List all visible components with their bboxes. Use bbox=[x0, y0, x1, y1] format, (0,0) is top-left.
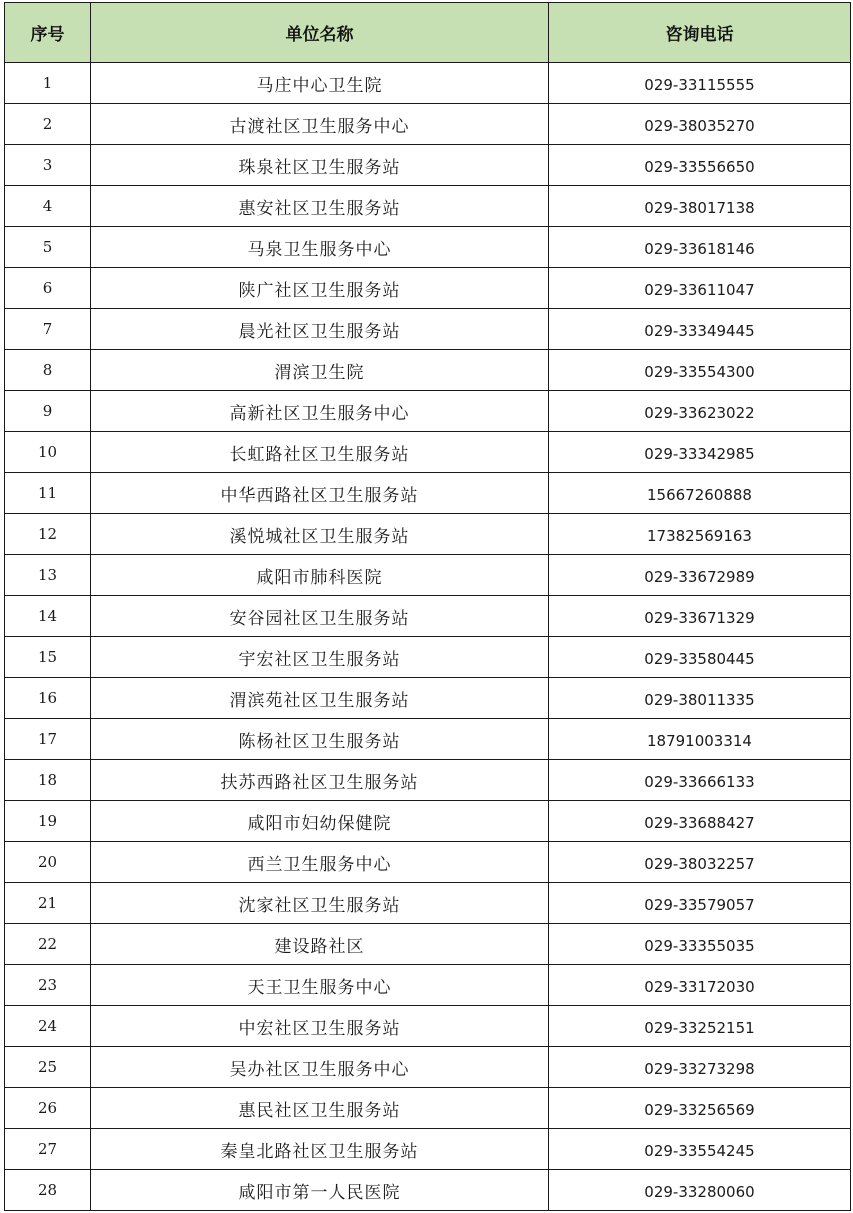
row-name-cell: 古渡社区卫生服务中心 bbox=[91, 104, 549, 145]
table-row bbox=[5, 678, 851, 719]
row-name-cell: 马庄中心卫生院 bbox=[91, 63, 549, 104]
row-phone-cell: 029-33256569 bbox=[549, 1088, 851, 1129]
row-phone-cell: 029-33115555 bbox=[549, 63, 851, 104]
row-name-cell: 建设路社区 bbox=[91, 924, 549, 965]
table-row bbox=[5, 924, 851, 965]
row-phone-cell: 029-33252151 bbox=[549, 1006, 851, 1047]
row-name-cell: 高新社区卫生服务中心 bbox=[91, 391, 549, 432]
row-index-cell: 26 bbox=[5, 1088, 91, 1129]
table-row bbox=[5, 801, 851, 842]
row-index-cell: 3 bbox=[5, 145, 91, 186]
table-row bbox=[5, 965, 851, 1006]
row-phone-cell: 029-33554300 bbox=[549, 350, 851, 391]
table-row bbox=[5, 227, 851, 268]
row-name-cell: 中华西路社区卫生服务站 bbox=[91, 473, 549, 514]
table-row bbox=[5, 637, 851, 678]
row-index-cell: 4 bbox=[5, 186, 91, 227]
table-row bbox=[5, 350, 851, 391]
row-name-cell: 渭滨苑社区卫生服务站 bbox=[91, 678, 549, 719]
consultation-phone-table bbox=[4, 2, 851, 1211]
row-name-cell: 秦皇北路社区卫生服务站 bbox=[91, 1129, 549, 1170]
row-phone-cell: 029-33580445 bbox=[549, 637, 851, 678]
row-phone-cell: 029-33172030 bbox=[549, 965, 851, 1006]
row-index-cell: 13 bbox=[5, 555, 91, 596]
row-phone-cell: 029-38017138 bbox=[549, 186, 851, 227]
table-row bbox=[5, 1129, 851, 1170]
row-phone-cell: 029-33280060 bbox=[549, 1170, 851, 1211]
row-index-cell: 2 bbox=[5, 104, 91, 145]
table-row bbox=[5, 719, 851, 760]
row-phone-cell: 029-33688427 bbox=[549, 801, 851, 842]
row-name-cell: 吴办社区卫生服务中心 bbox=[91, 1047, 549, 1088]
row-name-cell: 宇宏社区卫生服务站 bbox=[91, 637, 549, 678]
row-name-cell: 晨光社区卫生服务站 bbox=[91, 309, 549, 350]
row-phone-cell: 029-33611047 bbox=[549, 268, 851, 309]
table-row bbox=[5, 104, 851, 145]
row-name-cell: 咸阳市妇幼保健院 bbox=[91, 801, 549, 842]
row-phone-cell: 029-33618146 bbox=[549, 227, 851, 268]
table-row bbox=[5, 63, 851, 104]
row-index-cell: 7 bbox=[5, 309, 91, 350]
row-index-cell: 10 bbox=[5, 432, 91, 473]
name-column-header: 单位名称 bbox=[91, 3, 549, 63]
row-index-cell: 18 bbox=[5, 760, 91, 801]
row-phone-cell: 029-33579057 bbox=[549, 883, 851, 924]
row-index-cell: 20 bbox=[5, 842, 91, 883]
row-index-cell: 27 bbox=[5, 1129, 91, 1170]
table-row bbox=[5, 391, 851, 432]
table-row bbox=[5, 1170, 851, 1211]
row-phone-cell: 029-33671329 bbox=[549, 596, 851, 637]
table-body bbox=[5, 63, 851, 1211]
row-phone-cell: 029-33666133 bbox=[549, 760, 851, 801]
row-name-cell: 西兰卫生服务中心 bbox=[91, 842, 549, 883]
row-index-cell: 12 bbox=[5, 514, 91, 555]
table-row bbox=[5, 186, 851, 227]
row-index-cell: 19 bbox=[5, 801, 91, 842]
row-index-cell: 11 bbox=[5, 473, 91, 514]
row-index-cell: 6 bbox=[5, 268, 91, 309]
row-name-cell: 咸阳市第一人民医院 bbox=[91, 1170, 549, 1211]
header-row bbox=[5, 3, 851, 63]
row-phone-cell: 029-33556650 bbox=[549, 145, 851, 186]
table-row bbox=[5, 309, 851, 350]
table-row bbox=[5, 145, 851, 186]
row-phone-cell: 18791003314 bbox=[549, 719, 851, 760]
row-name-cell: 中宏社区卫生服务站 bbox=[91, 1006, 549, 1047]
row-phone-cell: 029-38011335 bbox=[549, 678, 851, 719]
row-index-cell: 16 bbox=[5, 678, 91, 719]
row-phone-cell: 029-33672989 bbox=[549, 555, 851, 596]
row-index-cell: 15 bbox=[5, 637, 91, 678]
table-row bbox=[5, 596, 851, 637]
table-row bbox=[5, 883, 851, 924]
row-name-cell: 惠民社区卫生服务站 bbox=[91, 1088, 549, 1129]
table-row bbox=[5, 1047, 851, 1088]
table-row bbox=[5, 514, 851, 555]
row-index-cell: 17 bbox=[5, 719, 91, 760]
row-phone-cell: 15667260888 bbox=[549, 473, 851, 514]
row-name-cell: 珠泉社区卫生服务站 bbox=[91, 145, 549, 186]
index-column-header: 序号 bbox=[5, 3, 91, 63]
row-name-cell: 咸阳市肺科医院 bbox=[91, 555, 549, 596]
row-phone-cell: 17382569163 bbox=[549, 514, 851, 555]
row-index-cell: 14 bbox=[5, 596, 91, 637]
row-name-cell: 陕广社区卫生服务站 bbox=[91, 268, 549, 309]
row-name-cell: 渭滨卫生院 bbox=[91, 350, 549, 391]
consultation-phone-table-container bbox=[4, 2, 850, 1211]
table-row bbox=[5, 1006, 851, 1047]
row-index-cell: 1 bbox=[5, 63, 91, 104]
table-row bbox=[5, 268, 851, 309]
table-row bbox=[5, 555, 851, 596]
row-index-cell: 21 bbox=[5, 883, 91, 924]
row-name-cell: 马泉卫生服务中心 bbox=[91, 227, 549, 268]
row-phone-cell: 029-38035270 bbox=[549, 104, 851, 145]
row-name-cell: 天王卫生服务中心 bbox=[91, 965, 549, 1006]
row-name-cell: 扶苏西路社区卫生服务站 bbox=[91, 760, 549, 801]
row-name-cell: 惠安社区卫生服务站 bbox=[91, 186, 549, 227]
row-index-cell: 23 bbox=[5, 965, 91, 1006]
table-row bbox=[5, 1088, 851, 1129]
row-name-cell: 陈杨社区卫生服务站 bbox=[91, 719, 549, 760]
row-phone-cell: 029-33349445 bbox=[549, 309, 851, 350]
row-index-cell: 25 bbox=[5, 1047, 91, 1088]
row-index-cell: 22 bbox=[5, 924, 91, 965]
table-header bbox=[5, 3, 851, 63]
phone-column-header: 咨询电话 bbox=[549, 3, 851, 63]
row-phone-cell: 029-33355035 bbox=[549, 924, 851, 965]
table-row bbox=[5, 760, 851, 801]
row-name-cell: 长虹路社区卫生服务站 bbox=[91, 432, 549, 473]
row-name-cell: 溪悦城社区卫生服务站 bbox=[91, 514, 549, 555]
row-index-cell: 28 bbox=[5, 1170, 91, 1211]
table-row bbox=[5, 473, 851, 514]
row-phone-cell: 029-33342985 bbox=[549, 432, 851, 473]
row-name-cell: 沈家社区卫生服务站 bbox=[91, 883, 549, 924]
row-index-cell: 8 bbox=[5, 350, 91, 391]
row-phone-cell: 029-33623022 bbox=[549, 391, 851, 432]
table-row bbox=[5, 432, 851, 473]
row-index-cell: 9 bbox=[5, 391, 91, 432]
row-index-cell: 24 bbox=[5, 1006, 91, 1047]
row-phone-cell: 029-33273298 bbox=[549, 1047, 851, 1088]
table-row bbox=[5, 842, 851, 883]
row-phone-cell: 029-38032257 bbox=[549, 842, 851, 883]
row-name-cell: 安谷园社区卫生服务站 bbox=[91, 596, 549, 637]
row-phone-cell: 029-33554245 bbox=[549, 1129, 851, 1170]
row-index-cell: 5 bbox=[5, 227, 91, 268]
